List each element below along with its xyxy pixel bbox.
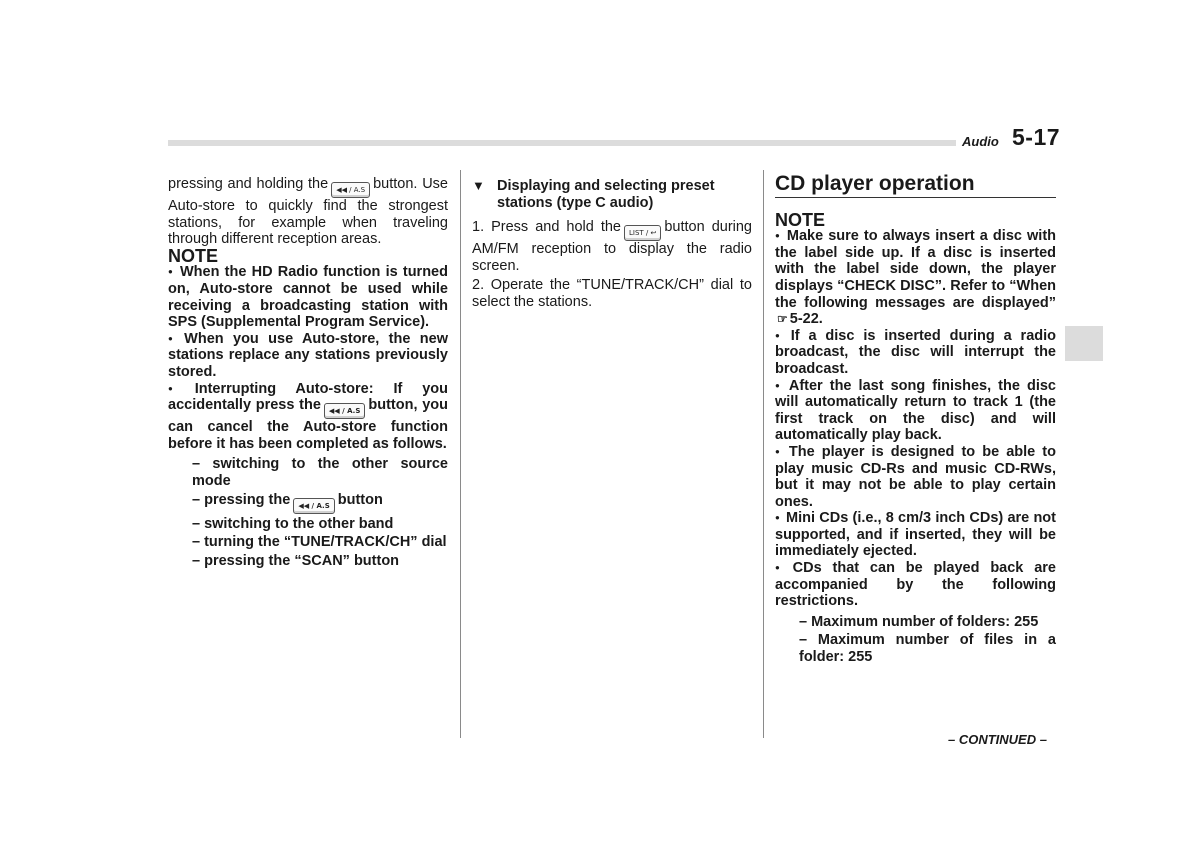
list-item: – switching to the other band xyxy=(192,515,394,532)
auto-store-button-icon: ◀◀ / A.S xyxy=(293,498,334,514)
note-item: ● Interrupting Auto-store: If you accidentally press the ◀◀ / A.S button, you can cancel the Auto-store function before it has been completed as follows. xyxy=(168,381,448,453)
header-section-label: Audio xyxy=(962,134,999,149)
reference-icon: ☞ xyxy=(777,312,788,327)
continued-label: – CONTINUED – xyxy=(948,732,1047,747)
list-item: – turning the “TUNE/TRACK/CH” dial xyxy=(192,534,447,551)
step-1: 1. Press and hold the LIST / ↩ button during AM/FM reception to display the radio screen. xyxy=(472,219,752,274)
list-item: – switching to the other source mode xyxy=(192,456,448,489)
step-2: 2. Operate the “TUNE/TRACK/CH” dial to select the stations. xyxy=(472,277,752,310)
column-divider-2 xyxy=(763,170,764,738)
column-middle xyxy=(472,178,752,311)
page-number: 5-17 xyxy=(1012,124,1061,150)
note-item: ● CDs that can be played back are accompanied by the following restrictions. xyxy=(775,560,1056,610)
intro-paragraph: pressing and holding the ◀◀ / A.S button. Use Auto-store to quickly find the strongest stations, for example when traveling through different reception areas. xyxy=(168,176,448,248)
note-item: ● After the last song finishes, the disc will automatically return to track 1 (the first track on the disc) and will automatically play back. xyxy=(775,378,1056,444)
list-item: – pressing the “SCAN” button xyxy=(192,552,400,569)
sub-heading: ▼ Displaying and selecting preset stations (type C audio) xyxy=(472,178,715,211)
list-item: – pressing the ◀◀ / A.S button xyxy=(168,492,448,514)
column-divider-1 xyxy=(460,170,461,738)
column-right xyxy=(775,172,1056,668)
chapter-side-tab xyxy=(1065,326,1103,361)
list-button-icon: LIST / ↩ xyxy=(624,225,661,241)
auto-store-button-icon: ◀◀ / A.S xyxy=(331,182,370,198)
section-title: CD player operation xyxy=(775,176,1056,198)
note-item: ● Make sure to always insert a disc with the label side up. If a disc is inserted with the label side down, the player displays “CHECK DISC”. Refer to “When the following messages are displayed” ☞ 5-22. xyxy=(775,228,1056,328)
note-item: ● When the HD Radio function is turned on, Auto-store cannot be used while receiving a broadcasting station with SPS (Supplemental Program Service). xyxy=(168,264,448,330)
triangle-marker-icon: ▼ xyxy=(472,178,485,193)
note-item: ● When you use Auto-store, the new stations replace any stations previously stored. xyxy=(168,331,448,381)
header-rule xyxy=(168,140,956,146)
note-title: NOTE xyxy=(775,209,826,230)
note-title: NOTE xyxy=(168,245,219,266)
note-item: ● The player is designed to be able to play music CD-Rs and music CD-RWs, but it may not be able to play certain ones. xyxy=(775,444,1056,510)
note-item: ● If a disc is inserted during a radio broadcast, the disc will interrupt the broadcast. xyxy=(775,328,1056,378)
column-left xyxy=(168,176,448,571)
auto-store-button-icon: ◀◀ / A.S xyxy=(324,403,365,419)
note-item: ● Mini CDs (i.e., 8 cm/3 inch CDs) are not supported, and if inserted, they will be immediately ejected. xyxy=(775,510,1056,560)
list-item: – Maximum number of files in a folder: 255 xyxy=(799,632,1056,666)
list-item: – Maximum number of folders: 255 xyxy=(799,613,1039,630)
